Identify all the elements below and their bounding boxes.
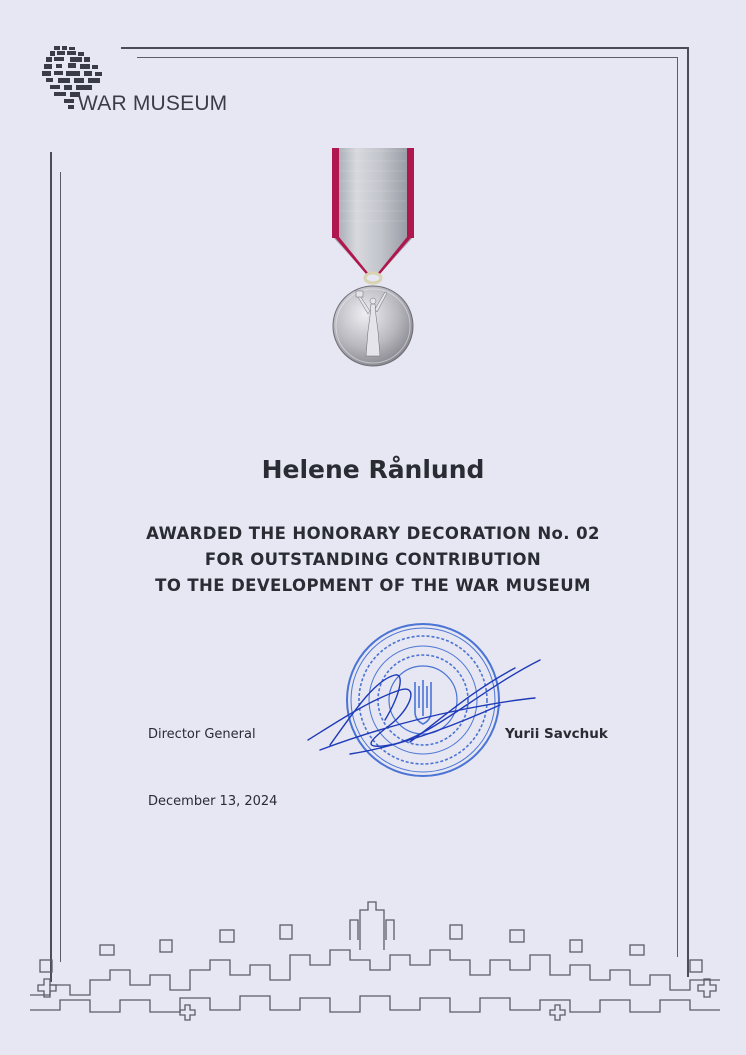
signer-role: Director General xyxy=(148,727,256,742)
medal-icon xyxy=(322,146,424,371)
frame-top-line xyxy=(121,47,687,49)
logo-wordmark: WAR MUSEUM xyxy=(78,92,228,115)
frame-right-inner-line xyxy=(677,57,678,957)
frame-right-line xyxy=(687,47,689,977)
recipient-name: Helene Rånlund xyxy=(261,455,485,484)
citation-line-2: FOR OUTSTANDING CONTRIBUTION xyxy=(204,550,542,569)
issue-date: December 13, 2024 xyxy=(148,794,278,809)
decorative-ornament-border-icon xyxy=(30,900,720,1030)
citation-line-1: AWARDED THE HONORARY DECORATION No. 02 xyxy=(146,524,600,543)
frame-top-inner-line xyxy=(137,57,677,58)
signer-name: Yurii Savchuk xyxy=(505,726,608,742)
handwritten-signature-icon xyxy=(300,650,550,760)
citation-line-3: TO THE DEVELOPMENT OF THE WAR MUSEUM xyxy=(155,576,591,595)
